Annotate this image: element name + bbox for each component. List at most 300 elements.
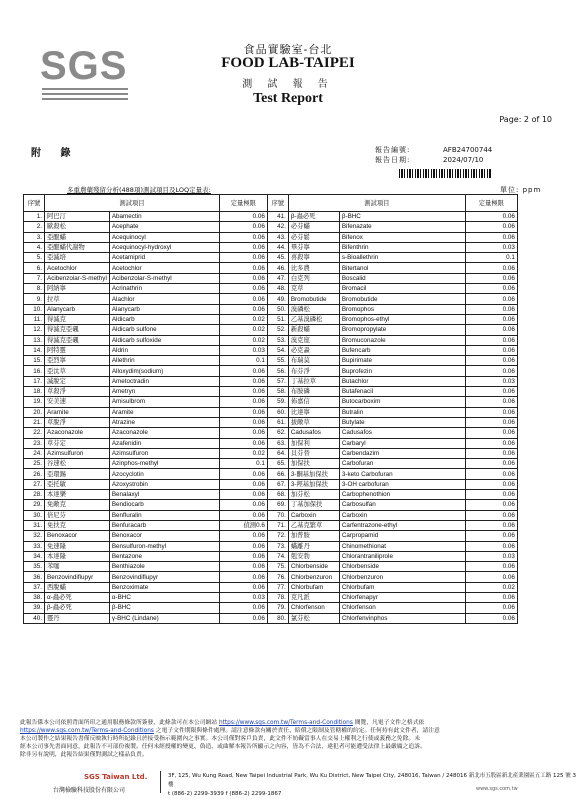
loq-value: 0.06: [465, 356, 517, 366]
report-date-label: 報告日期:: [375, 156, 411, 164]
item-name-en: Carbosulfan: [339, 500, 465, 510]
item-name-cn: 畢芬寧: [288, 242, 339, 252]
item-name-cn: Azimsulfuron: [45, 448, 110, 458]
item-name-cn: 剋安勃: [288, 551, 339, 561]
item-name-cn: 西脫蟎: [45, 582, 110, 592]
item-name-cn: Acibenzolar-S-methyl: [45, 273, 110, 283]
loq-value: 0.06: [219, 222, 267, 232]
row-number: 47.: [267, 273, 288, 283]
loq-value: 0.1: [465, 253, 517, 263]
disclaimer-text: 此報告係本公司依照背面所印之通用服務條款所簽發，此條款可在本公司網站: [20, 720, 218, 726]
item-name-en: Bromophos: [339, 304, 465, 314]
loq-value: 0.06: [465, 294, 517, 304]
item-name-cn: 布瑞莫: [288, 356, 339, 366]
disclaimer: [20, 719, 556, 759]
loq-value: 0.06: [219, 397, 267, 407]
item-name-en: Chlorfenvinphos: [339, 613, 465, 623]
item-name-cn: 亞環錫: [45, 469, 110, 479]
loq-value: 0.06: [465, 212, 517, 222]
loq-value: 0.06: [465, 263, 517, 273]
table-row: [24, 242, 518, 252]
item-name-en: Alloxydim(sodium): [109, 366, 219, 376]
item-name-cn: Chlorbenzuron: [288, 572, 339, 582]
row-number: 49.: [267, 294, 288, 304]
table-caption: 多重農藥殘留分析(488項)測試項目及LOQ定量表:: [67, 186, 211, 194]
row-number: 75.: [267, 562, 288, 572]
item-name-en: Carbaryl: [339, 438, 465, 448]
loq-value: 0.06: [465, 603, 517, 613]
loq-value: 0.06: [465, 613, 517, 623]
row-number: 27.: [24, 479, 45, 489]
row-number: 48.: [267, 284, 288, 294]
table-header-row: [24, 195, 518, 212]
item-name-cn: 克草: [288, 284, 339, 294]
item-name-cn: 亞醌蟎: [45, 232, 110, 242]
item-name-cn: 加芬松: [288, 490, 339, 500]
row-number: 17.: [24, 376, 45, 386]
report-title-cn: 測 試 報 告: [242, 79, 334, 90]
loq-value: 0.06: [465, 232, 517, 242]
loq-value: 0.06: [219, 603, 267, 613]
table-row: [24, 438, 518, 448]
row-number: 80.: [267, 613, 288, 623]
item-name-en: Aldrin: [109, 345, 219, 355]
item-name-en: Bifenazate: [339, 222, 465, 232]
loq-value: 0.06: [219, 387, 267, 397]
row-number: 16.: [24, 366, 45, 376]
loq-value: 0.06: [465, 520, 517, 530]
item-name-en: Bromobutide: [339, 294, 465, 304]
item-name-cn: 安美速: [45, 397, 110, 407]
item-name-en: Butocarboxim: [339, 397, 465, 407]
item-name-cn: β-蟲必死: [45, 603, 110, 613]
item-name-en: Benalaxyl: [109, 490, 219, 500]
item-name-en: 3-OH carbofuran: [339, 479, 465, 489]
item-name-cn: 亞汰草: [45, 366, 110, 376]
row-number: 51.: [267, 314, 288, 324]
item-name-cn: Carboxin: [288, 510, 339, 520]
row-number: 31.: [24, 520, 45, 530]
item-name-cn: 新殺蟎: [288, 325, 339, 335]
loq-value: 0.06: [465, 345, 517, 355]
item-name-cn: β-蟲必死: [288, 212, 339, 222]
item-name-cn: 必芬蟎: [288, 222, 339, 232]
item-name-en: Benfluralin: [109, 510, 219, 520]
table-row: [24, 397, 518, 407]
item-name-cn: 草殺淨: [45, 387, 110, 397]
table-row: [24, 459, 518, 469]
report-date: 2024/07/10: [443, 156, 484, 164]
item-name-cn: Benzovindiflupyr: [45, 572, 110, 582]
item-name-en: Carbendazim: [339, 448, 465, 458]
item-name-en: Acequinocyl: [109, 232, 219, 242]
loq-value: 0.06: [465, 397, 517, 407]
loq-value: 0.02: [219, 314, 267, 324]
loq-value: 0.06: [219, 232, 267, 242]
item-name-en: Butafenacil: [339, 387, 465, 397]
item-name-en: Aldicarb sulfone: [109, 325, 219, 335]
loq-value: 0.02: [219, 335, 267, 345]
table-row: [24, 500, 518, 510]
terms-link[interactable]: https://www.sgs.com.tw/Terms-and-Conditions: [20, 728, 154, 734]
table-row: [24, 582, 518, 592]
row-number: 70.: [267, 510, 288, 520]
item-name-cn: 喜殺寧: [288, 253, 339, 263]
table-row: [24, 541, 518, 551]
item-name-cn: Chlorbufam: [288, 582, 339, 592]
item-name-cn: 乙基克繁草: [288, 520, 339, 530]
item-name-en: Benthiazole: [109, 562, 219, 572]
report-title-en: Test Report: [253, 91, 323, 106]
item-name-en: Boscalid: [339, 273, 465, 283]
item-name-en: β-BHC: [109, 603, 219, 613]
table-row: [24, 376, 518, 386]
table-row: [24, 232, 518, 242]
item-name-cn: Benoxacor: [45, 531, 110, 541]
row-number: 24.: [24, 448, 45, 458]
item-name-en: Amisulbrom: [109, 397, 219, 407]
item-name-en: Chlorfenson: [339, 603, 465, 613]
item-name-en: Ametryn: [109, 387, 219, 397]
loq-value: 0.06: [219, 500, 267, 510]
item-name-cn: 溴磷松: [288, 304, 339, 314]
row-number: 10.: [24, 304, 45, 314]
divider: [160, 771, 161, 793]
loq-value: 0.03: [465, 242, 517, 252]
row-number: 28.: [24, 490, 45, 500]
table-body: [24, 212, 518, 624]
item-name-cn: Bromobutide: [288, 294, 339, 304]
item-name-en: 3-keto Carbofuran: [339, 469, 465, 479]
item-name-cn: 阿巴汀: [45, 212, 110, 222]
table-row: [24, 387, 518, 397]
item-name-cn: Azaconazole: [45, 428, 110, 438]
item-name-cn: 丁基加保扶: [288, 500, 339, 510]
row-number: 44.: [267, 242, 288, 252]
item-name-cn: 谷速松: [45, 459, 110, 469]
item-name-en: Aldicarb sulfoxide: [109, 335, 219, 345]
row-number: 29.: [24, 500, 45, 510]
item-name-en: Bendiocarb: [109, 500, 219, 510]
loq-value: 0.06: [465, 314, 517, 324]
table-row: [24, 335, 518, 345]
table-row: [24, 356, 518, 366]
table-row: [24, 325, 518, 335]
item-name-en: Bentazone: [109, 551, 219, 561]
row-number: 78.: [267, 592, 288, 602]
disclaimer-text: 閱覽，凡電子文件之格式依: [354, 720, 425, 726]
table-row: [24, 345, 518, 355]
loq-value: 0.06: [465, 387, 517, 397]
loq-value: 0.03: [465, 376, 517, 386]
row-number: 61.: [267, 417, 288, 427]
row-number: 76.: [267, 572, 288, 582]
item-name-en: Butachlor: [339, 376, 465, 386]
loq-value: 0.06: [465, 335, 517, 345]
row-number: 6.: [24, 263, 45, 273]
item-name-en: Azinphos-methyl: [109, 459, 219, 469]
item-name-en: Chlorbufam: [339, 582, 465, 592]
loq-value: 0.06: [465, 438, 517, 448]
item-name-en: Chlorbenzuron: [339, 572, 465, 582]
row-number: 56.: [267, 366, 288, 376]
row-number: 40.: [24, 613, 45, 623]
item-name-en: Alachlor: [109, 294, 219, 304]
item-name-en: α-BHC: [109, 592, 219, 602]
loq-value: 0.06: [465, 448, 517, 458]
loq-value: 0.06: [465, 273, 517, 283]
item-name-cn: 蟎離丹: [288, 541, 339, 551]
address-text: 3F, 125, Wu Kung Road, New Taipei Industrial Park, Wu Ku District, New Taipei City, 248016, Taiwan / 248016 新北市五股區新北產業園區五工路 125 號 3 樓: [168, 773, 576, 788]
item-name-cn: 免敵克: [45, 500, 110, 510]
item-name-en: Benoxacor: [109, 531, 219, 541]
row-number: 25.: [24, 459, 45, 469]
item-name-en: Chlorantraniliprole: [339, 551, 465, 561]
table-row: [24, 304, 518, 314]
item-name-cn: Acetochlor: [45, 263, 110, 273]
col-loq: 定量極限: [465, 195, 517, 212]
row-number: 68.: [267, 490, 288, 500]
row-number: 57.: [267, 376, 288, 386]
loq-value: 0.06: [219, 479, 267, 489]
item-name-en: Bromuconazole: [339, 335, 465, 345]
loq-value: 0.06: [219, 438, 267, 448]
item-name-en: s-Bioallethrin: [339, 253, 465, 263]
row-number: 42.: [267, 222, 288, 232]
row-number: 33.: [24, 541, 45, 551]
item-name-en: Bupirimate: [339, 356, 465, 366]
barcode: [399, 169, 491, 178]
item-name-cn: Chlorfenson: [288, 603, 339, 613]
website: www.sgs.com.tw: [476, 786, 518, 792]
row-number: 45.: [267, 253, 288, 263]
table-row: [24, 562, 518, 572]
row-number: 2.: [24, 222, 45, 232]
loq-value: 0.06: [219, 428, 267, 438]
loq-value: 0.06: [219, 273, 267, 283]
loq-value: 0.06: [465, 428, 517, 438]
col-no: 序號: [24, 195, 45, 212]
terms-link[interactable]: https://www.sgs.com.tw/Terms-and-Conditions: [218, 720, 353, 726]
logo-stripes: [42, 88, 128, 103]
loq-value: 0.06: [465, 562, 517, 572]
row-number: 52.: [267, 325, 288, 335]
item-name-en: Acrinathrin: [109, 284, 219, 294]
row-number: 13.: [24, 335, 45, 345]
loq-value: 0.03: [219, 345, 267, 355]
item-name-cn: 歐殺松: [45, 222, 110, 232]
row-number: 5.: [24, 253, 45, 263]
row-number: 1.: [24, 212, 45, 222]
item-name-en: Chinomethionat: [339, 541, 465, 551]
table-row: [24, 520, 518, 530]
table-row: [24, 428, 518, 438]
report-date-row: [375, 155, 483, 165]
item-name-en: Carpropamid: [339, 531, 465, 541]
loq-value: 0.06: [219, 294, 267, 304]
row-number: 22.: [24, 428, 45, 438]
row-number: 19.: [24, 397, 45, 407]
report-number-label: 報告編號:: [375, 146, 411, 154]
lab-name-en: FOOD LAB-TAIPEI: [221, 55, 355, 71]
loq-value: 0.06: [219, 212, 267, 222]
row-number: 11.: [24, 314, 45, 324]
item-name-cn: 加保利: [288, 438, 339, 448]
loq-value: 0.06: [465, 417, 517, 427]
item-name-en: Acephate: [109, 222, 219, 232]
item-name-en: Aldicarb: [109, 314, 219, 324]
item-name-cn: 乙基溴磷松: [288, 314, 339, 324]
row-number: 62.: [267, 428, 288, 438]
loq-value: 0.06: [465, 325, 517, 335]
loq-value: 0.06: [219, 284, 267, 294]
item-name-cn: 免扶克: [45, 520, 110, 530]
report-number: AFB24700744: [443, 146, 493, 154]
loq-value: 0.06: [219, 613, 267, 623]
loq-value: 0.06: [219, 490, 267, 500]
row-number: 46.: [267, 263, 288, 273]
row-number: 74.: [267, 551, 288, 561]
table-row: [24, 294, 518, 304]
row-number: 64.: [267, 448, 288, 458]
item-name-en: Chlorfenapyr: [339, 592, 465, 602]
table-row: [24, 531, 518, 541]
item-name-cn: 草芬定: [45, 438, 110, 448]
loq-value: 0.03: [219, 592, 267, 602]
loq-value: 0.06: [465, 222, 517, 232]
item-name-cn: Alanycarb: [45, 304, 110, 314]
row-number: 71.: [267, 520, 288, 530]
loq-value: 0.06: [219, 582, 267, 592]
table-row: [24, 448, 518, 458]
item-name-en: Abamectin: [109, 212, 219, 222]
loq-value: 0.06: [465, 284, 517, 294]
item-name-en: Aramite: [109, 407, 219, 417]
table-row: [24, 510, 518, 520]
item-name-cn: 阿特靈: [45, 345, 110, 355]
table-row: [24, 253, 518, 263]
item-name-en: Acetochlor: [109, 263, 219, 273]
loq-value: 0.02: [219, 325, 267, 335]
item-name-cn: 苯噻: [45, 562, 110, 572]
loq-value: 0.06: [219, 531, 267, 541]
loq-value: 0.06: [219, 572, 267, 582]
item-name-en: Azimsulfuron: [109, 448, 219, 458]
loq-value: 0.06: [465, 572, 517, 582]
loq-value: 0.06: [219, 304, 267, 314]
row-number: 7.: [24, 273, 45, 283]
row-number: 36.: [24, 572, 45, 582]
item-name-en: Azocyclotin: [109, 469, 219, 479]
row-number: 18.: [24, 387, 45, 397]
item-name-cn: 亞烈寧: [45, 356, 110, 366]
page-number: Page: 2 of 10: [499, 115, 552, 124]
item-name-en: Cadusafos: [339, 428, 465, 438]
row-number: 15.: [24, 356, 45, 366]
logo-text: SGS: [40, 44, 128, 88]
loq-value: 0.06: [219, 366, 267, 376]
row-number: 23.: [24, 438, 45, 448]
loq-value: 0.06: [465, 469, 517, 479]
row-number: 21.: [24, 417, 45, 427]
unit-label: 單位: ppm: [500, 186, 542, 194]
table-row: [24, 479, 518, 489]
row-number: 50.: [267, 304, 288, 314]
loq-value: 0.06: [219, 253, 267, 263]
loq-value: 0.1: [219, 459, 267, 469]
item-name-cn: 草脫淨: [45, 417, 110, 427]
item-name-en: Benzovindiflupyr: [109, 572, 219, 582]
row-number: 34.: [24, 551, 45, 561]
table-row: [24, 572, 518, 582]
item-name-en: Acetamiprid: [109, 253, 219, 263]
loq-value: 0.06: [465, 459, 517, 469]
row-number: 67.: [267, 479, 288, 489]
row-number: 58.: [267, 387, 288, 397]
loq-value: 0.06: [465, 531, 517, 541]
item-name-cn: 溴克座: [288, 335, 339, 345]
row-number: 20.: [24, 407, 45, 417]
loq-value: 0.06: [219, 242, 267, 252]
item-name-cn: 3-酮基加保扶: [288, 469, 339, 479]
item-name-cn: 本達樂: [45, 490, 110, 500]
item-name-en: Bensulfuron-methyl: [109, 541, 219, 551]
table-row: [24, 273, 518, 283]
table-row: [24, 417, 518, 427]
loq-value: 0.06: [465, 304, 517, 314]
item-name-cn: 拉草: [45, 294, 110, 304]
row-number: 32.: [24, 531, 45, 541]
item-name-en: Bromacil: [339, 284, 465, 294]
item-name-cn: 滅脫定: [45, 376, 110, 386]
phone-text: t (886-2) 2299-3939 f (886-2) 2299-1867: [168, 791, 282, 797]
item-name-en: Azoxystrobin: [109, 479, 219, 489]
row-number: 55.: [267, 356, 288, 366]
row-number: 59.: [267, 397, 288, 407]
item-name-en: Benzoximate: [109, 582, 219, 592]
company-name-cn: 台灣檢驗科技股份有限公司: [53, 787, 126, 794]
sgs-logo: [40, 46, 132, 102]
item-name-cn: α-蟲必死: [45, 592, 110, 602]
item-name-en: Bifenthrin: [339, 242, 465, 252]
item-name-cn: Chlorbenside: [288, 562, 339, 572]
table-row: [24, 603, 518, 613]
loq-value: 0.1: [219, 356, 267, 366]
item-name-cn: 本達隆: [45, 551, 110, 561]
item-name-cn: 比達寧: [288, 407, 339, 417]
item-name-en: Ametoctradin: [109, 376, 219, 386]
row-number: 38.: [24, 592, 45, 602]
item-name-en: Allethrin: [109, 356, 219, 366]
table-row: [24, 314, 518, 324]
table-row: [24, 263, 518, 273]
row-number: 12.: [24, 325, 45, 335]
item-name-cn: 得滅克亞碸: [45, 325, 110, 335]
item-name-en: Atrazine: [109, 417, 219, 427]
item-name-cn: 布芬淨: [288, 366, 339, 376]
item-name-en: Azaconazole: [109, 428, 219, 438]
item-name-en: Butylate: [339, 417, 465, 427]
item-name-en: Benfuracarb: [109, 520, 219, 530]
loq-value: 0.06: [219, 541, 267, 551]
loq-value: 0.06: [219, 376, 267, 386]
row-number: 39.: [24, 603, 45, 613]
col-item: 測試項目: [288, 195, 465, 212]
row-number: 41.: [267, 212, 288, 222]
item-name-cn: 克凡派: [288, 592, 339, 602]
row-number: 4.: [24, 242, 45, 252]
row-number: 30.: [24, 510, 45, 520]
